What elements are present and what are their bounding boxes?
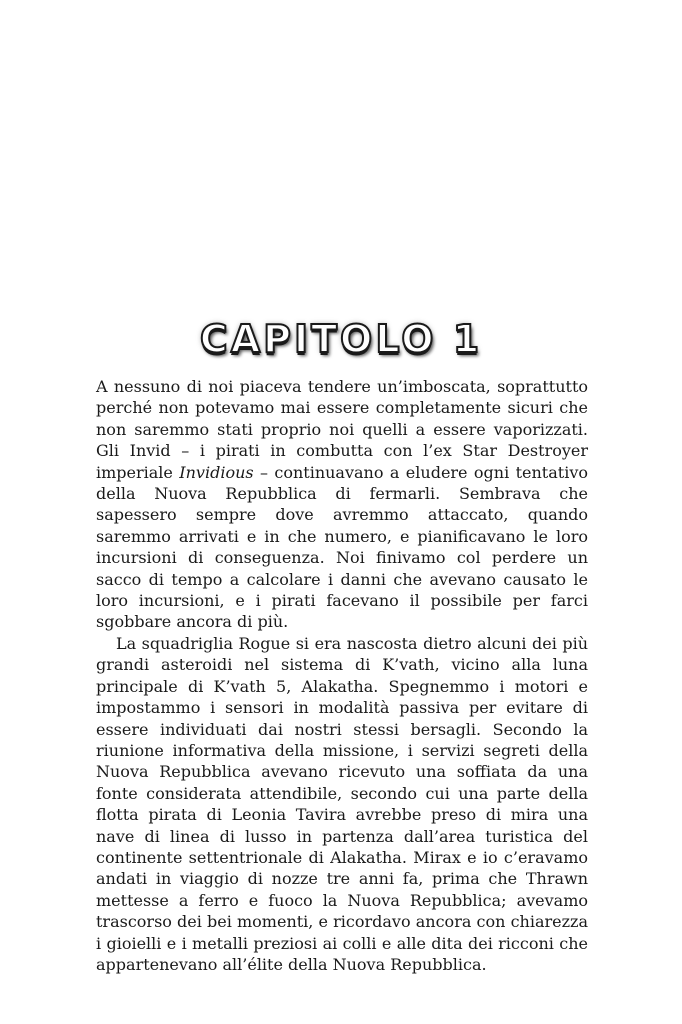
- paragraph-1: [96, 376, 588, 633]
- ship-name-italic: Invidious: [179, 462, 254, 482]
- paragraph-2: La squadriglia Rogue si era nascosta dietro alcuni dei più grandi asteroidi nel sistema di K’vath, vicino alla luna principale di K’vath 5, Alakatha. Spegnemmo i motori e impostammo i sensori in modalità passiva per evitare di essere individuati dai nostri stessi bersagli. Secondo la riunione informativa della missione, i servizi segreti della Nuova Repubblica avevano ricevuto una soffiata da una fonte considerata attendibile, secondo cui una parte della flotta pirata di Leonia Tavira avrebbe preso di mira una nave di linea di lusso in partenza dall’area turistica del continente settentrionale di Alakatha. Mirax e io c’eravamo andati in viaggio di nozze tre anni fa, prima che Thrawn mettesse a ferro e fuoco la Nuova Repubblica; avevamo trascorso dei bei momenti, e ricordavo ancora con chiarezza i gioielli e i metalli preziosi ai colli e alle dita dei ricconi che appartenevano all’élite della Nuova Repubblica.: [96, 633, 588, 974]
- chapter-body: [96, 376, 588, 975]
- paragraph-1-part-2: – continuavano a eludere ogni tentativo della Nuova Repubblica di fermarli. Sembrava che sapessero sempre dove avremmo attaccato, quando saremmo arrivati e in che numero, e pianificavano le loro incursioni di conseguenza. Noi finivamo col perdere un sacco di tempo a calcolare i danni che avevano causato le loro incursioni, e i pirati facevano il possibile per farci sgobbare ancora di più.: [96, 462, 588, 632]
- paragraph-1-part-1: A nessuno di noi piaceva tendere un’imboscata, soprattutto perché non potevamo mai essere completamente sicuri che non saremmo stati proprio noi quelli a essere vaporizzati. Gli Invid – i pirati in combutta con l’ex Star Destroyer imperiale: [96, 377, 588, 482]
- chapter-title: CAPITOLO 1: [199, 317, 483, 362]
